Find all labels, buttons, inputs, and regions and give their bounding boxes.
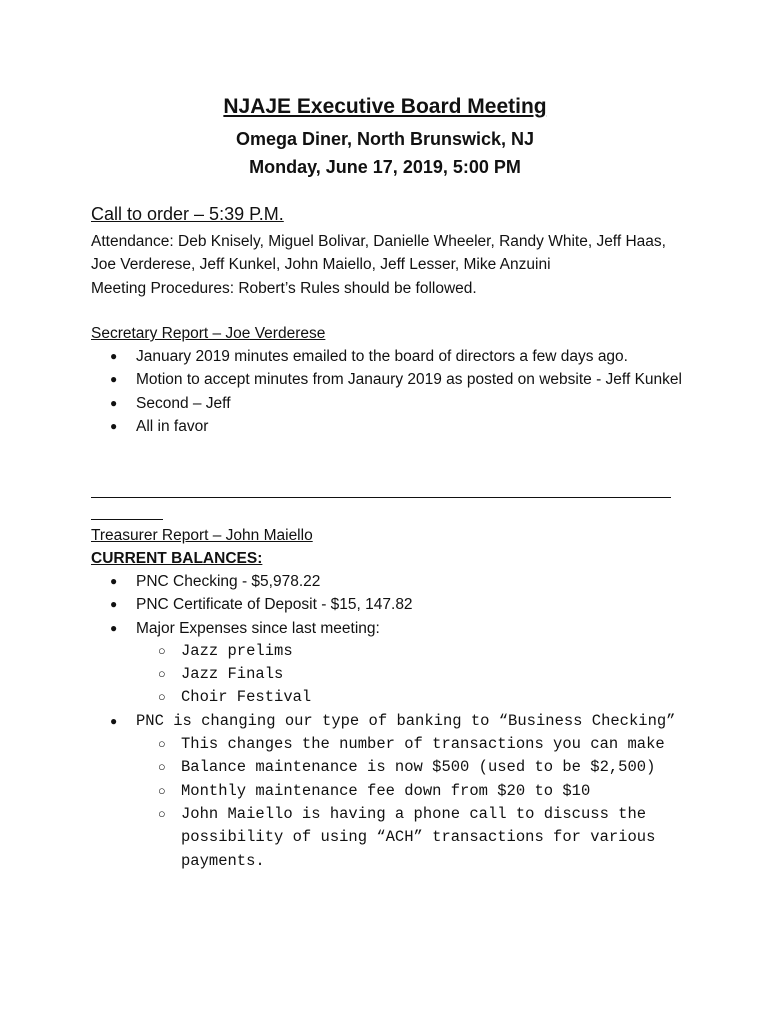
sublist-item-text: John Maiello is having a phone call to discuss the possibility of using “ACH” transactions for various payments. [181, 804, 656, 870]
hollow-bullet-icon: ○ [158, 690, 166, 706]
sublist-item-text: Jazz Finals [181, 665, 284, 684]
meeting-location: Omega Diner, North Brunswick, NJ [235, 129, 535, 149]
treasurer-report-heading: Treasurer Report – John Maiello [91, 527, 313, 544]
hollow-bullet-icon: ○ [158, 783, 166, 799]
list-item-text: All in favor [136, 417, 209, 435]
bullet-icon: ● [110, 349, 118, 363]
meeting-procedures: Meeting Procedures: Robert’s Rules should be followed. [91, 279, 477, 297]
banking-details-sublist [136, 733, 691, 873]
bullet-icon: ● [110, 620, 118, 635]
sublist-item [136, 686, 691, 709]
list-item-text: PNC Certificate of Deposit - $15, 147.82 [136, 596, 413, 614]
list-item [91, 593, 691, 616]
treasurer-report-list [91, 570, 691, 873]
bullet-icon: ● [110, 418, 118, 433]
list-item-text: PNC Checking - $5,978.22 [136, 573, 321, 590]
bullet-icon: ● [110, 372, 118, 387]
hollow-bullet-icon: ○ [158, 760, 166, 776]
bullet-icon: ● [110, 395, 118, 410]
list-item-text: January 2019 minutes emailed to the board of directors a few days ago. [136, 348, 628, 365]
list-item-text: Major Expenses since last meeting: [136, 619, 380, 637]
sublist-item [136, 663, 691, 686]
meeting-date: Monday, June 17, 2019, 5:00 PM [249, 157, 521, 177]
list-item-text: Second – Jeff [136, 394, 231, 412]
sublist-item [136, 803, 691, 873]
list-item [91, 392, 691, 415]
list-item [91, 710, 691, 873]
secretary-report-heading: Secretary Report – Joe Verderese [91, 325, 326, 342]
list-item-text: Motion to accept minutes from Janaury 2019 as posted on website - Jeff Kunkel [136, 371, 682, 389]
sublist-item-text: Monthly maintenance fee down from $20 to $10 [181, 781, 591, 800]
secretary-report-list [91, 345, 691, 438]
hollow-bullet-icon: ○ [158, 667, 166, 683]
list-item [91, 368, 691, 391]
document-title: NJAJE Executive Board Meeting [223, 95, 547, 118]
current-balances-heading: CURRENT BALANCES: [91, 550, 263, 567]
sublist-item-text: Balance maintenance is now $500 (used to be $2,500) [181, 758, 656, 777]
attendance-block [91, 230, 691, 300]
list-item [91, 570, 691, 593]
horizontal-divider-continued [91, 519, 163, 520]
list-item [91, 345, 691, 368]
expenses-sublist [136, 640, 691, 710]
sublist-item [136, 640, 691, 663]
sublist-item-text: Choir Festival [181, 688, 312, 707]
hollow-bullet-icon: ○ [158, 643, 166, 659]
list-item [91, 617, 691, 710]
sublist-item-text: Jazz prelims [181, 641, 293, 660]
bullet-icon: ● [110, 574, 118, 588]
sublist-item [136, 780, 691, 803]
bullet-icon: ● [110, 713, 118, 728]
sublist-item-text: This changes the number of transactions you can make [181, 735, 665, 754]
attendance-text: Attendance: Deb Knisely, Miguel Bolivar, Danielle Wheeler, Randy White, Jeff Haas, Joe Verderese, Jeff Kunkel, John Maiello, Jeff Lesser, Mike Anzuini [91, 233, 666, 274]
horizontal-divider [91, 497, 671, 498]
list-item [91, 415, 691, 438]
hollow-bullet-icon: ○ [158, 806, 166, 822]
hollow-bullet-icon: ○ [158, 737, 166, 753]
list-item-text: PNC is changing our type of banking to “Business Checking” [136, 711, 676, 730]
sublist-item [136, 733, 691, 756]
call-to-order: Call to order – 5:39 P.M. [91, 204, 284, 224]
sublist-item [136, 756, 691, 779]
bullet-icon: ● [110, 597, 118, 612]
